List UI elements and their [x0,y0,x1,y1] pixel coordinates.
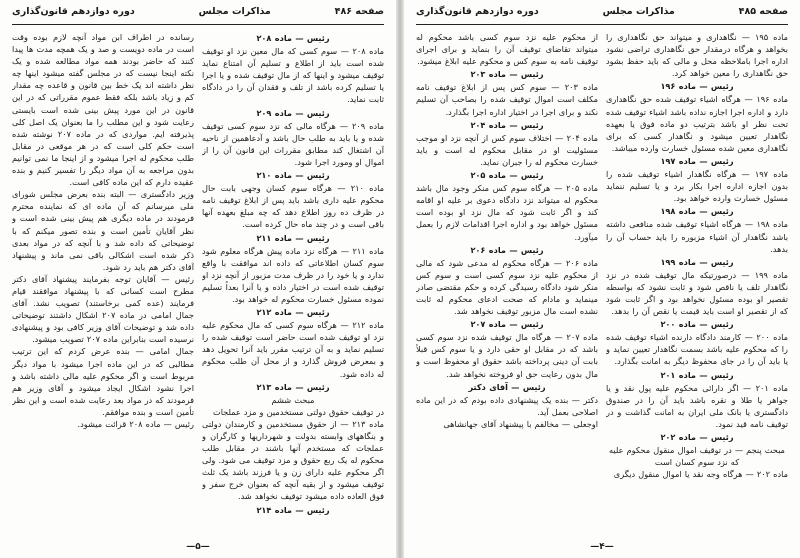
article-heading: رئیس — ماده ۲۰۶ [470,244,544,255]
paragraph: ماده ۱۹۸ — هرگاه اشیاء توقیف شده منافعی داشته باشد نگاهدار آن اشیاء مزبوره را باید حساب آن را بدهد. [606,219,788,254]
publication-title: مذاکرات مجلس [602,6,675,17]
text-column [606,31,788,545]
left-page [0,0,396,558]
article-heading: رئیس — ماده ۲۰۹ [256,107,330,118]
paragraph: ماده ۱۹۵ — نگاهداری و میتواند حق نگاهداری را بخواهد و هرگاه درمقدار حق نگاهداری تراضی نشود اداره اجرا باملاحظه محل و مالی که باید حفظ بشود حق نگاهداری را معین خواهد کرد. [606,32,788,79]
paragraph: ماده ۲۰۸ — سوم کسی که مال معین نزد او توقیف شده است باید از اطلاع و تسلیم آن امتناع نماید توقیف میشود و اینها که از مال توقیف شده و یا اجرا یا تسلیم کرده باشد از تلف و فقدان آن را در دادگاه ثابت نماید. [202,46,384,105]
paragraph: دکتر — بنده یک پیشنهادی داده بودم که در این ماده اصلاحی بعمل آید. [416,394,598,417]
article-heading: رئیس — ماده ۲۱۳ [256,381,330,392]
article-heading: رئیس — ماده ۲۰۰ [660,319,734,330]
article-heading: رئیس — ماده ۱۹۷ [660,155,734,166]
article-heading: رئیس — ماده ۲۰۷ [470,319,544,330]
paragraph: ماده ۲۱۲ — هرگاه سوم کسی که مال محکوم علیه نزد او توقیف شده است حاضر است توقیف شده را تسلیم نماید و به آن ترتیب مقرر باید آنرا تحویل دهد و بمعرض فروش گذارد و از محل آن طلب محکوم له داده شود. [202,320,384,379]
article-heading: رئیس — ماده ۲۱۲ [256,307,330,318]
page-footer: —۴— [590,542,614,552]
text-column [12,31,194,545]
left-page-header [12,6,384,25]
paragraph: ماده ۲۰۶ — هرگاه محکوم له مدعی شود که مالی از محکوم علیه نزد سوم کسی است و سوم کس منکر شود دادگاه رسیدگی کرده و حکم مقتضی صادر مینماید و مادام که صحت ادعای محکوم له ثابت نشده است مال مزبور توقیف نخواهد شد. [416,257,598,317]
paragraph: از محکوم علیه نزد سوم کسی باشد محکوم له میتواند تقاضای توقیف آن را بنماید و برای اجرای توقیف نامه به سوم کس و محکوم علیه ابلاغ میشود. [416,32,598,67]
article-heading: رئیس — ماده ۲۰۵ [470,170,544,181]
right-page-header [416,6,788,25]
paragraph: ماده ۱۹۶ — هرگاه اشیاء توقیف شده حق نگاهداری دارد و اداره اجرا اجازه نداده باشد اشیاء توقیف شده تحت نظر او باشد بترتیب دو ماده فوق یا بعهده نگاهدار تعیین میشود و نگاهدار کسی که برای نگاهداری معین شده مسئول خسارت وارده میباشد. [606,94,788,153]
article-heading: رئیس — ماده ۱۹۹ [660,256,734,267]
paragraph: ماده ۲۰۵ — هرگاه سوم کس منکر وجود مال باشد محکوم له میتواند نزد دادگاه دعوی بر علیه او اقامه کند و اگر ثابت شود که مال نزد او بوده است مسئول خواهد بود و اداره اجرا اقدامات لازم را بعمل میآورد. [416,183,598,242]
paragraph: ماده ۲۰۰ — کارمند دادگاه دارنده اشیاء توقیف شده را که محکوم علیه باشد بسمت نگاهدار تعیین نماید و یا باید آن را در جای محفوظ دیگر به امانت بگذارد. [606,332,788,367]
article-heading: رئیس — ماده ۲۱۱ [256,232,330,243]
article-heading: رئیس — ماده ۲۱۰ [256,170,330,181]
article-heading: رئیس — ماده ۲۰۱ [660,369,734,380]
text-column [416,31,598,545]
publication-title: مذاکرات مجلس [198,6,271,17]
paragraph: ماده ۲۱۰ — هرگاه سوم کسان وجهی بابت حال محکوم علیه داری باشد باید پس از ابلاغ توقیف نامه در ظرف ده روز اطلاع دهد که چه مبلغ بعهده آنها باقی است و در چند ماه حال کرده است. [202,183,384,230]
paragraph: ماده ۲۰۹ — هرگاه مالی که نزد سوم کسی توقیف شده و یا باید به طلب حال باشد و آدعاهمین از ناحیه آن اشتغال کند مطابق مقررات این قانون آن را از اموال او ومورد اجرا شود. [202,120,384,167]
session-title: دوره دوازدهم قانون‌گذاری [12,6,135,17]
paragraph: ماده ۱۹۷ — هرگاه نگاهدار اشیاء توقیف شده را بدون اجازه اداره اجرا بکار برد و یا تسلیم ننماید مسئول خسارت وارده خواهد بود. [606,169,788,204]
paragraph: رئیس — آقایان توجه بفرمایند پیشنهاد آقای دکتر مطرح است کسانی که با پیشنهاد موافقند قیام فرمایند (عده کمی برخاستند) تصویب نشد. آقای جمال امامی در ماده ۲۰۷ اشکال داشتند توضیحاتی داده شد و توضیحات آقای وزیر کافی بود و پیشنهادی نرسیده است بنابراین ماده ۲۰۷ تصویب میشود. [12,273,194,345]
paragraph: رسانده در اطراف ابن مواد آنچه لازم بوده وقت است در ماده دویست و صد و یک همچه مدت ها پیدا کنند که حاضر بودند همه مواد مطالعه شده و یک نکته اینجا نیست که در مجلس گفته میشود اینها چه نظر داشته اند یک خط بین قانون و قاعده چه مقدار کم و زیاد باشد بلکه فقط عموم مقرراتی که در این قانون در این مورد پیش بینی شده است بایستی رعایت شود و این مطلب را ما بعنوان یک اصل کلی پذیرفته ایم. مواردی که در ماده ۲۰۷ نوشته شده است حکم کلی است که در هر موقعی در مقابل طلب محکوم له اجرا میشود و از اینجا ما نمی توانیم بدون مراجعه به آن مواد دیگر را تفسیر کنیم و بنده عقیده دارم که این ماده کافی است. [12,32,194,188]
article-heading: رئیس — ماده ۲۰۸ [256,33,330,43]
paragraph: رئیس — ماده ۲۰۸ قرائت میشود. [77,419,194,429]
page-number: صفحه ۴۸۶ [334,6,384,17]
paragraph: ماده ۱۹۹ — درصورتیکه مال توقیف شده در نزد نگاهدار تلف یا ناقص شود و ثابت نشود که بواسطه تقصیر او بوده مسئول نخواهد بود و اگر ثابت شود که از تقصیر او است باید قیمت یا نقص آن را بدهد. [606,269,788,317]
article-heading: رئیس — ماده ۱۹۸ [660,206,734,217]
article-heading: رئیس — ماده ۲۰۳ [470,69,544,80]
left-page-columns [12,31,384,545]
article-heading: رئیس — آقای دکتر [468,381,546,392]
paragraph: ماده ۲۰۳ — سوم کس پس از ابلاغ توقیف نامه مکلف است اموال توقیف شده را بصاحب آن تسلیم نکند و برای اجرا در اختیار اداره اجرا بگذارد. [416,82,598,117]
page-number: صفحه ۴۸۵ [738,6,788,17]
paragraph: اوجعلی — مخالفم با پیشنهاد آقای جهانشاهی [443,418,598,429]
paragraph: ماده ۲۰۱ — اگر دارائی محکوم علیه پول نقد و یا جواهر یا طلا و نقره باشد باید آن را در صندوق دادگستری یا بانک ملی ایران به امانت گذاشت و در توقیف نامه قید نمود. [606,382,788,429]
paragraph: ماده ۲۱۱ — هرگاه نزد ماده پیش هرگاه معلوم شود سوم کسان اطلاعاتی که داده اند موافقت با واقع ندارد و یا خود را در ظرف مدت مزبور از آنچه نزد او توقیف شده است در اختیار داده و یا آنرا بعداً تسلیم نموده مسئول خسارت محکوم له خواهد بود. [202,245,384,304]
section-heading: مبحث ششم [271,394,315,405]
paragraph: جمال امامی — بنده عرض کردم که این ترتیب مطالبی که در این ماده اجرا میشود با مواد دیگر مربوط است و اگر محکوم علیه مالی داشته باشد و اجرا نشود اشکال ایجاد میشود و آقای وزیر هم فرمودند که در مواد بعد رعایت شده است و این نظر تأمین است و بنده موافقم. [12,346,194,417]
paragraph: در توقیف حقوق دولتی مستخدمین و مزد عملجات [212,406,384,417]
paragraph: ماده ۲۰۷ — هرگاه مال توقیف شده نزد سوم کسی باشد که در مقابل او حقی دارد و یا سوم کس قبلاً بابت آن دینی پرداخته باشد حقوق او محفوظ است و مال بدون رعایت حق او فروخته نخواهد شد. [416,332,598,379]
book-gutter [396,0,404,558]
page-footer: —۵— [186,542,210,552]
section-heading: مبحث پنجم — در توقیف اموال منقول محکوم علیه که نزد سوم کسان است [609,445,785,468]
right-page-columns [416,31,788,545]
article-heading: رئیس — ماده ۱۹۶ [660,81,734,92]
text-column [202,31,384,545]
article-heading: رئیس — ماده ۲۱۴ [256,504,330,515]
paragraph: ماده ۲۱۳ — از حقوق مستخدمین و کارمندان دولتی و بنگاههای وابسته بدولت و شهرداریها و کارگران و عملجات که مستخدم آنها باشند در مقابل طلب محکوم له یک ربع حقوق و مزد توقیف می شود. ولی اگر محکوم علیه دارای زن و یا فرزند باشد یک ثلث توقیف میشود و از بقیه آنچه که بعنوان خرج سفر و فوق العاده داده میشود توقیف نخواهد شد. [202,418,384,502]
paragraph: وزیر دادگستری — البته بنده بعرض مجلس شورای ملی میرسانم که آن ماده ای که نماینده محترم فرمودند در ماده دیگری هم پیش بینی شده است و نظر آقایان تأمین است و بنده تصور میکنم که با توضیحاتی که داده شد و با آنچه که در مواد بعدی ذکر شده است اشکالی باقی نمی ماند و پیشنهاد آقای دکتر هم باید رد شود. [12,189,194,272]
right-page [404,0,800,558]
session-title: دوره دوازدهم قانون‌گذاری [416,6,539,17]
paragraph: ماده ۲۰۲ — هرگاه وجه نقد یا اموال منقول دیگری [613,469,788,480]
article-heading: رئیس — ماده ۲۰۲ [660,432,734,442]
article-heading: رئیس — ماده ۲۰۴ [470,119,544,130]
paragraph: ماده ۲۰۴ — اختلاف سوم کس از آنچه نزد او موجب مسئولیت او در مقابل محکوم له است و باید خسارت محکوم له را جبران نماید. [416,132,598,167]
